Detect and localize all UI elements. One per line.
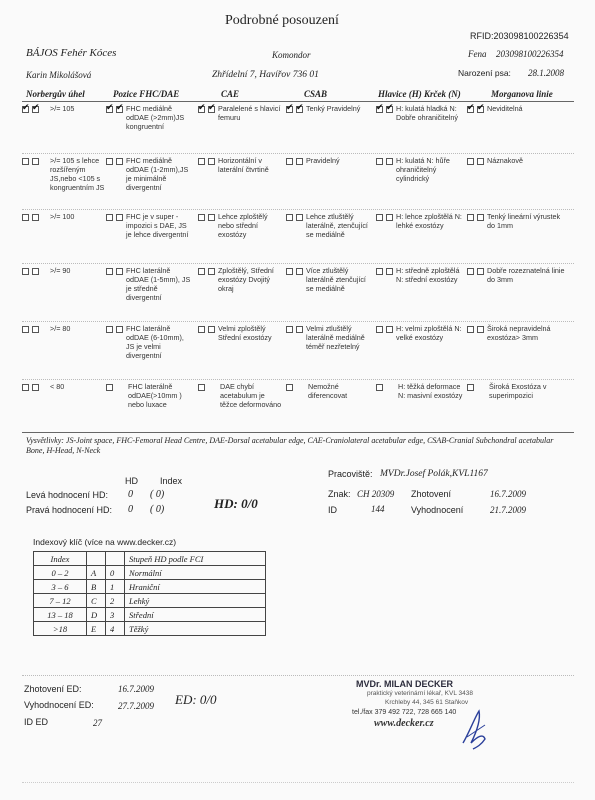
grid-row — [22, 212, 574, 266]
checkbox[interactable] — [467, 106, 474, 113]
checkbox[interactable] — [106, 214, 113, 221]
ed-eval-value: 27.7.2009 — [118, 701, 154, 711]
grid-cell-text: Široká Exostóza v superimpozici — [489, 382, 547, 400]
grid-cell-csab — [286, 266, 374, 324]
ed-eval-label: Vyhodnocení ED: — [24, 700, 94, 710]
grid-cell-norberg — [22, 212, 104, 266]
checkbox[interactable] — [116, 158, 123, 165]
grid-row — [22, 156, 574, 212]
checkbox[interactable] — [106, 268, 113, 275]
grid-cell-text: Horizontální v laterální čtvrtině — [218, 156, 269, 174]
row-separator — [22, 209, 574, 210]
index-key-header-cell — [106, 552, 125, 566]
grid-cell-cae — [198, 324, 284, 382]
index-key-cell: Těžký — [125, 622, 266, 636]
grid-cell-norberg — [22, 382, 104, 430]
checkbox[interactable] — [477, 268, 484, 275]
checkbox[interactable] — [198, 326, 205, 333]
grid-row — [22, 324, 574, 382]
grid-cell-hlavice — [376, 104, 465, 156]
checkbox[interactable] — [198, 106, 205, 113]
checkbox[interactable] — [386, 106, 393, 113]
checkbox[interactable] — [467, 268, 474, 275]
row-separator — [22, 379, 574, 380]
grid-cell-text: FHC je v super - impozici s DAE, JS je lehce divergentní — [126, 212, 189, 239]
row-separator — [22, 153, 574, 154]
grid-cell-norberg — [22, 324, 104, 382]
checkbox[interactable] — [376, 106, 383, 113]
checkbox[interactable] — [22, 384, 29, 391]
page-title: Podrobné posouzení — [225, 13, 339, 28]
grid-cell-text: Tenký lineární výrustek do 1mm — [487, 212, 561, 230]
index-key-header-cell — [87, 552, 106, 566]
checkbox[interactable] — [376, 214, 383, 221]
index-key-cell: A — [87, 566, 106, 580]
index-key-header-cell: Stupeň HD podle FCI — [125, 552, 266, 566]
ed-id-value: 27 — [93, 718, 102, 728]
index-key-cell: >18 — [34, 622, 87, 636]
grid-cell-norberg — [22, 104, 104, 156]
grid-cell-pozice — [106, 324, 196, 382]
rfid: RFID:203098100226354 — [470, 31, 569, 41]
index-key-cell: B — [87, 580, 106, 594]
checkbox[interactable] — [296, 214, 303, 221]
grid-cell-text: Velmi zploštělý Střední exostózy — [218, 324, 272, 342]
grid-cell-text: FHC laterálně odDAE (6-10mm), JS je velmi divergentní — [126, 324, 184, 360]
index-key-cell: 2 — [106, 594, 125, 608]
left-hd-value: 0 — [128, 489, 133, 500]
grid-cell-text: Neviditelná — [487, 104, 523, 113]
checkbox[interactable] — [22, 268, 29, 275]
grid-cell-text: H: lehce zploštělá N: lehké exostózy — [396, 212, 462, 230]
fena-value: 203098100226354 — [496, 49, 564, 59]
grid-cell-hlavice — [376, 324, 465, 382]
checkbox[interactable] — [386, 326, 393, 333]
signature — [455, 703, 495, 753]
id-value: 144 — [371, 504, 385, 514]
grid-cell-text: Lehce ztluštělý laterálně, ztenčující se mediálně — [306, 212, 368, 239]
grid-cell-text: >/= 105 s lehce rozšířeným JS,nebo <105 s kongruentním JS — [50, 156, 105, 192]
ed-made-label: Zhotovení ED: — [24, 684, 82, 694]
index-column-label: Index — [160, 476, 183, 486]
checkbox[interactable] — [296, 158, 303, 165]
grid-cell-text: Zploštělý, Střední exostózy Dvojitý okraj — [218, 266, 274, 293]
grid-cell-cae — [198, 382, 284, 430]
grid-cell-norberg — [22, 266, 104, 324]
index-key-row — [34, 608, 266, 622]
owner-address: Zhřídelní 7, Havířov 736 01 — [212, 70, 319, 80]
grid-cell-text: >/= 105 — [50, 104, 75, 113]
index-key-header-row — [34, 552, 266, 566]
grid-cell-csab — [286, 382, 374, 430]
col-header-morgan: Morganova linie — [491, 89, 553, 99]
index-key-row — [34, 566, 266, 580]
index-key-header-cell: Index — [34, 552, 87, 566]
grid-cell-pozice — [106, 382, 196, 430]
grid-row — [22, 104, 574, 156]
grid-cell-text: H: velmi zploštělá N: velké exostózy — [396, 324, 462, 342]
index-key-cell: 0 – 2 — [34, 566, 87, 580]
checkbox[interactable] — [32, 268, 39, 275]
grid-cell-hlavice — [376, 212, 465, 266]
checkbox[interactable] — [22, 214, 29, 221]
row-separator — [22, 321, 574, 322]
eval-value: 21.7.2009 — [490, 505, 526, 515]
grid-row — [22, 266, 574, 324]
checkbox[interactable] — [286, 158, 293, 165]
grid-cell-text: FHC mediálně odDAE (1-2mm),JS je minimálně divergentní — [126, 156, 189, 192]
checkbox[interactable] — [32, 214, 39, 221]
col-header-cae: CAE — [221, 89, 240, 99]
checkbox[interactable] — [477, 158, 484, 165]
grid-row — [22, 382, 574, 430]
ed-made-value: 16.7.2009 — [118, 684, 154, 694]
row-separator — [22, 263, 574, 264]
grid-cell-text: H: kulatá hladká N: Dobře ohraničitelný — [396, 104, 458, 122]
checkbox[interactable] — [286, 106, 293, 113]
checkbox[interactable] — [286, 384, 293, 391]
grid-cell-text: H: kulatá N: hůře ohraničitelný cylindrický — [396, 156, 450, 183]
checkbox[interactable] — [286, 326, 293, 333]
checkbox[interactable] — [467, 326, 474, 333]
checkbox[interactable] — [376, 326, 383, 333]
grid-cell-norberg — [22, 156, 104, 212]
grid-cell-text: Dobře rozeznatelná linie do 3mm — [487, 266, 565, 284]
hd-total: HD: 0/0 — [214, 496, 258, 511]
index-key-label: Indexový klíč (více na www.decker.cz) — [33, 537, 177, 547]
stamp-web: www.decker.cz — [374, 718, 434, 729]
checkbox[interactable] — [376, 268, 383, 275]
grid-cell-text: H: těžká deformace N: masivní exostózy — [398, 382, 463, 400]
checkbox[interactable] — [286, 214, 293, 221]
grid-cell-cae — [198, 266, 284, 324]
checkbox[interactable] — [116, 214, 123, 221]
grid-cell-hlavice — [376, 156, 465, 212]
grid-cell-csab — [286, 324, 374, 382]
index-key-table — [33, 551, 266, 636]
checkbox[interactable] — [386, 268, 393, 275]
workplace-label: Pracoviště: — [328, 469, 373, 479]
checkbox[interactable] — [376, 158, 383, 165]
grid-cell-cae — [198, 156, 284, 212]
index-key-cell: 4 — [106, 622, 125, 636]
index-key-cell: E — [87, 622, 106, 636]
index-key-row — [34, 580, 266, 594]
checkbox[interactable] — [296, 106, 303, 113]
index-key-cell: 13 – 18 — [34, 608, 87, 622]
grid-cell-cae — [198, 104, 284, 156]
checkbox[interactable] — [198, 268, 205, 275]
birth-label: Narození psa: — [458, 68, 511, 78]
checkbox[interactable] — [32, 158, 39, 165]
checkbox[interactable] — [477, 106, 484, 113]
grid-cell-morgan — [467, 104, 572, 156]
index-key-cell: 3 – 6 — [34, 580, 87, 594]
grid-cell-morgan — [467, 266, 572, 324]
grid-cell-morgan — [467, 382, 572, 430]
mark-value: CH 20309 — [357, 489, 395, 499]
mark-label: Znak: — [328, 489, 351, 499]
grid-cell-text: Tenký Pravidelný — [306, 104, 361, 113]
footer-divider — [22, 782, 574, 783]
checkbox[interactable] — [106, 158, 113, 165]
grid-cell-text: >/= 100 — [50, 212, 75, 221]
index-key-cell: Normální — [125, 566, 266, 580]
stamp-phone: tel./fax 379 492 722, 728 665 140 — [352, 709, 457, 716]
grid-cell-text: < 80 — [50, 382, 65, 391]
index-key-cell: Lehký — [125, 594, 266, 608]
checkbox[interactable] — [198, 158, 205, 165]
grid-cell-text: Nemožné diferencovat — [308, 382, 348, 400]
checkbox[interactable] — [22, 326, 29, 333]
index-key-cell: D — [87, 608, 106, 622]
eval-label: Vyhodnocení — [411, 505, 464, 515]
grid-cell-csab — [286, 156, 374, 212]
ed-divider — [22, 675, 574, 676]
left-hd-label: Levá hodnocení HD: — [26, 490, 109, 500]
grid-cell-text: Velmi ztluštělý laterálně mediálně téměř nezřetelný — [306, 324, 365, 351]
grid-cell-text: Náznakově — [487, 156, 523, 165]
grid-cell-text: Pravidelný — [306, 156, 340, 165]
stamp-name: MVDr. MILAN DECKER — [356, 679, 454, 689]
grid-cell-text: Více ztluštělý laterálně ztenčující se mediálně — [306, 266, 366, 293]
stamp-address: Krchleby 44, 345 61 Staňkov — [385, 699, 469, 706]
grid-cell-text: H: středně zploštělá N: střední exostózy — [396, 266, 460, 284]
ed-id-label: ID ED — [24, 717, 49, 727]
col-header-hlavice: Hlavice (H) Krček (N) — [378, 89, 461, 99]
grid-cell-text: FHC laterálně odDAE(>10mm ) nebo luxace — [128, 382, 182, 409]
grid-cell-text: Široká nepravidelná exostóza> 3mm — [487, 324, 551, 342]
checkbox[interactable] — [286, 268, 293, 275]
birth-value: 28.1.2008 — [528, 68, 564, 78]
checkbox[interactable] — [296, 268, 303, 275]
grid-cell-text: FHC mediálně odDAE (>2mm)JS kongruentní — [126, 104, 185, 131]
right-hd-label: Pravá hodnocení HD: — [26, 505, 113, 515]
grid-cell-text: Lehce zploštělý nebo střední exostózy — [218, 212, 268, 239]
checkbox[interactable] — [32, 384, 39, 391]
ed-total: ED: 0/0 — [175, 692, 217, 707]
right-hd-value: 0 — [128, 504, 133, 515]
checkbox[interactable] — [376, 384, 383, 391]
index-key-cell: C — [87, 594, 106, 608]
checkbox[interactable] — [106, 106, 113, 113]
left-index-value: ( 0) — [150, 489, 165, 500]
grid-cell-text: Paralelené s hlavicí femuru — [218, 104, 281, 122]
checkbox[interactable] — [208, 158, 215, 165]
checkbox[interactable] — [386, 214, 393, 221]
grid-cell-morgan — [467, 324, 572, 382]
checkbox[interactable] — [467, 158, 474, 165]
index-key-cell: 3 — [106, 608, 125, 622]
grid-cell-cae — [198, 212, 284, 266]
index-key-row — [34, 594, 266, 608]
checkbox[interactable] — [467, 214, 474, 221]
checkbox[interactable] — [116, 106, 123, 113]
breed: Komondor — [272, 50, 311, 60]
grid-cell-text: >/= 90 — [50, 266, 71, 275]
made-value: 16.7.2009 — [490, 489, 526, 499]
checkbox[interactable] — [208, 106, 215, 113]
index-key-cell: 1 — [106, 580, 125, 594]
checkbox[interactable] — [116, 326, 123, 333]
checkbox[interactable] — [208, 214, 215, 221]
legend-divider — [22, 432, 574, 433]
col-header-norberg: Norbergův úhel — [26, 89, 85, 99]
checkbox[interactable] — [477, 326, 484, 333]
checkbox[interactable] — [198, 214, 205, 221]
checkbox[interactable] — [208, 326, 215, 333]
col-header-csab: CSAB — [304, 89, 328, 99]
grid-cell-pozice — [106, 156, 196, 212]
checkbox[interactable] — [296, 326, 303, 333]
grid-cell-hlavice — [376, 382, 465, 430]
index-key-cell: 7 – 12 — [34, 594, 87, 608]
grid-cell-pozice — [106, 212, 196, 266]
checkbox[interactable] — [386, 158, 393, 165]
dog-name: BÁJOS Fehér Kóces — [26, 47, 117, 59]
workplace-value: MVDr.Josef Polák,KVL1167 — [380, 469, 488, 479]
index-key-cell: 0 — [106, 566, 125, 580]
checkbox[interactable] — [22, 158, 29, 165]
index-key-cell: Hraniční — [125, 580, 266, 594]
grid-cell-csab — [286, 212, 374, 266]
id-label: ID — [328, 505, 337, 515]
grid-cell-pozice — [106, 266, 196, 324]
checkbox[interactable] — [32, 326, 39, 333]
grid-cell-csab — [286, 104, 374, 156]
checkbox[interactable] — [467, 384, 474, 391]
col-header-pozice: Pozice FHC/DAE — [113, 89, 180, 99]
made-label: Zhotovení — [411, 489, 452, 499]
grid-cell-text: DAE chybí acetabulum je těžce deformováno — [220, 382, 282, 409]
checkbox[interactable] — [477, 214, 484, 221]
fena-label: Fena — [468, 49, 487, 59]
grid-cell-text: FHC laterálně odDAE (1-5mm), JS je středně divergentní — [126, 266, 191, 302]
grid-cell-morgan — [467, 156, 572, 212]
checkbox[interactable] — [198, 384, 205, 391]
index-key-row — [34, 622, 266, 636]
grid-cell-pozice — [106, 104, 196, 156]
owner-name: Karin Mikolášová — [26, 70, 92, 80]
checkbox[interactable] — [32, 106, 39, 113]
hd-column-label: HD — [125, 476, 138, 486]
right-index-value: ( 0) — [150, 504, 165, 515]
checkbox[interactable] — [116, 268, 123, 275]
stamp-title: praktický veterinární lékař, KVL 3438 — [367, 690, 473, 697]
grid-cell-hlavice — [376, 266, 465, 324]
checkbox[interactable] — [106, 384, 113, 391]
legend-text: Vysvětlivky: JS-Joint space, FHC-Femoral Head Centre, DAE-Dorsal acetabular edge, CAE-Craniolateral acetabular edge, CSAB-Cranial Subchondral acetabular Bone, H-Head, N-Neck — [26, 436, 554, 455]
checkbox[interactable] — [106, 326, 113, 333]
grid-cell-morgan — [467, 212, 572, 266]
index-key-cell: Střední — [125, 608, 266, 622]
checkbox[interactable] — [208, 268, 215, 275]
checkbox[interactable] — [22, 106, 29, 113]
grid-cell-text: >/= 80 — [50, 324, 71, 333]
